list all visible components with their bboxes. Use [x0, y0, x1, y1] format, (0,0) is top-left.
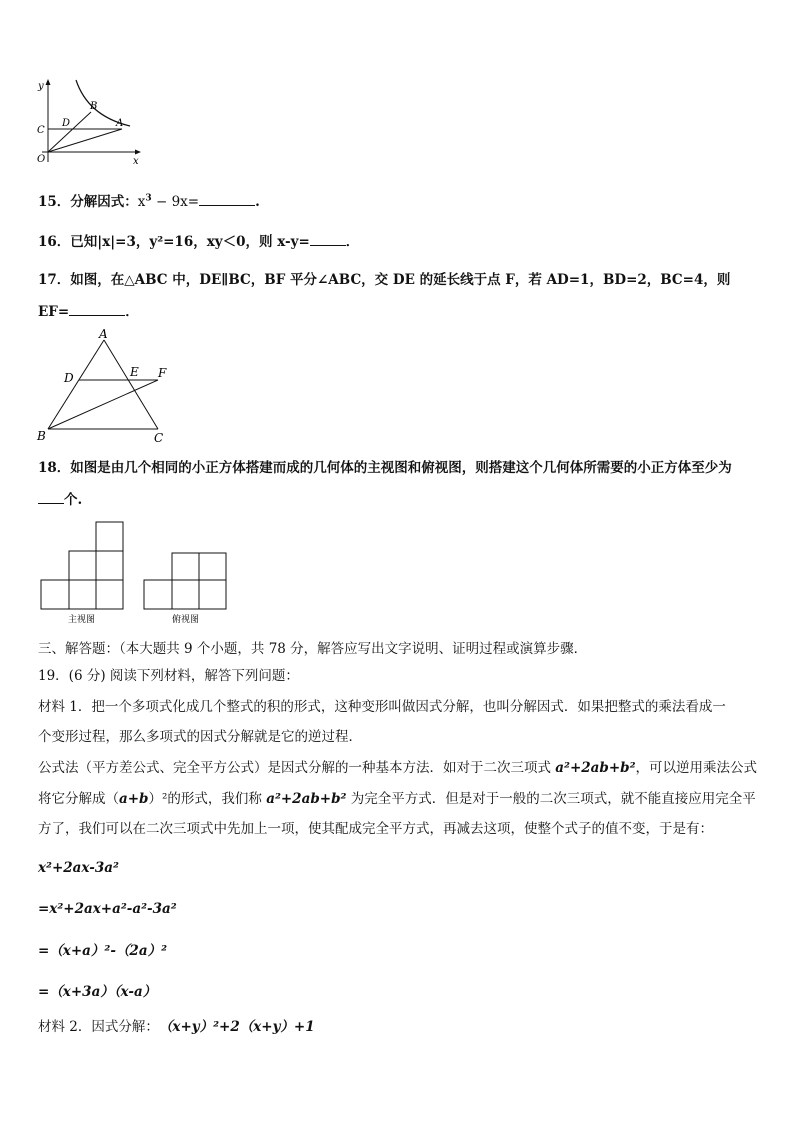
equation-step-1: x²+2ax-3a² [38, 860, 119, 876]
label-y: y [38, 81, 44, 92]
p-l2-text-c: 为完全平方式．但是对于一般的二次三项式，就不能直接应用完全平 [346, 791, 756, 807]
question-18-line2 [38, 490, 82, 510]
equation-step-3: =（x+a）²-（2a）² [38, 943, 167, 959]
q16-answer-blank[interactable] [310, 232, 346, 246]
question-16 [38, 232, 359, 252]
p-l2-expr1: a+b [119, 791, 149, 807]
p-l1-text: 公式法（平方差公式、完全平方公式）是因式分解的一种基本方法．如对于二次三项式 [38, 760, 556, 776]
question-17-line2 [38, 302, 139, 322]
question-18-line1: 18．如图是由几个相同的小正方体搭建而成的几何体的主视图和俯视图，则搭建这个几何体所需要的小正方体至少为 [38, 460, 732, 476]
label-c: C [154, 431, 164, 445]
equation-step-2: =x²+2ax+a²-a²-3a² [38, 901, 177, 917]
label-c: C [37, 125, 45, 136]
side-ac [104, 340, 158, 429]
label-b: B [37, 429, 46, 443]
section-3-heading: 三、解答题：（本大题共 9 个小题，共 78 分，解答应写出文字说明、证明过程或演算步骤． [38, 641, 588, 657]
main-view-caption: 主视图 [68, 615, 96, 625]
q15-exponent: 3 [145, 193, 152, 204]
top-view-grid [144, 553, 226, 609]
side-ab [48, 340, 104, 429]
equation-step-4: =（x+3a）（x-a） [38, 984, 157, 1000]
question-15 [38, 192, 260, 212]
p-l1-expr: a²+2ab+b² [555, 760, 636, 776]
formula-paragraph-line1 [38, 758, 757, 778]
triangle-figure [34, 326, 176, 446]
formula-paragraph-line2 [38, 789, 756, 809]
top-view-caption: 俯视图 [172, 615, 200, 625]
q18-answer-blank[interactable] [38, 490, 64, 504]
label-b: B [90, 101, 98, 112]
label-d: D [64, 371, 74, 385]
q16-end: ． [345, 234, 360, 250]
material-1-line2: 个变形过程，那么多项式的因式分解就是它的逆过程． [38, 729, 362, 745]
m2-expr: （x+y）²+2（x+y）+1 [158, 1019, 315, 1035]
p-l2-text-a: 将它分解成（ [38, 791, 119, 807]
label-f: F [158, 366, 167, 380]
material-2-line [38, 1017, 315, 1037]
label-x: x [133, 156, 139, 167]
q15-end: . [255, 194, 260, 210]
q15-answer-blank[interactable] [199, 192, 255, 206]
label-a: A [116, 118, 124, 129]
views-figure [36, 518, 236, 628]
q16-text: 16．已知|x|=3，y²=16，xy＜0，则 x-y= [38, 234, 310, 250]
q17-end: ． [125, 304, 139, 320]
p-l1-text-b: ，可以逆用乘法公式 [635, 760, 758, 776]
label-d: D [62, 118, 71, 129]
q18-end: 个. [64, 492, 83, 508]
segment-bf [48, 380, 158, 429]
question-17-line1: 17．如图，在△ABC 中，DE∥BC，BF 平分∠ABC，交 DE 的延长线于点 F，若 AD=1，BD=2，BC=4，则 [38, 272, 731, 288]
label-e: E [130, 365, 139, 379]
y-axis-arrow [46, 79, 51, 85]
formula-paragraph-line3: 方了，我们可以在二次三项式中先加上一项，使其配成完全平方式，再减去这项，使整个式子的值不变，于是有： [38, 821, 713, 837]
p-l2-text-b: ）²的形式，我们称 [148, 791, 267, 807]
main-view-grid [41, 522, 123, 609]
label-o: O [37, 154, 46, 165]
m2-text: 材料 2．因式分解： [38, 1019, 159, 1035]
x-axis-arrow [135, 150, 141, 155]
q15-expr-b: − 9x= [151, 194, 200, 210]
q17-answer-blank[interactable] [69, 302, 125, 316]
q17-ef-label: EF= [38, 304, 70, 320]
material-1-line1: 材料 1．把一个多项式化成几个整式的积的形式，这种变形叫做因式分解，也叫分解因式．如果把整式的乘法看成一 [38, 699, 726, 715]
q15-expr-a: x [137, 194, 146, 210]
q15-label: 15．分解因式： [38, 194, 138, 210]
segment-oa [48, 129, 122, 152]
p-l2-expr2: a²+2ab+b² [266, 791, 347, 807]
question-19-title: 19．(6 分) 阅读下列材料，解答下列问题： [38, 668, 299, 684]
label-a: A [99, 327, 108, 341]
coordinate-graph-figure [34, 76, 144, 168]
